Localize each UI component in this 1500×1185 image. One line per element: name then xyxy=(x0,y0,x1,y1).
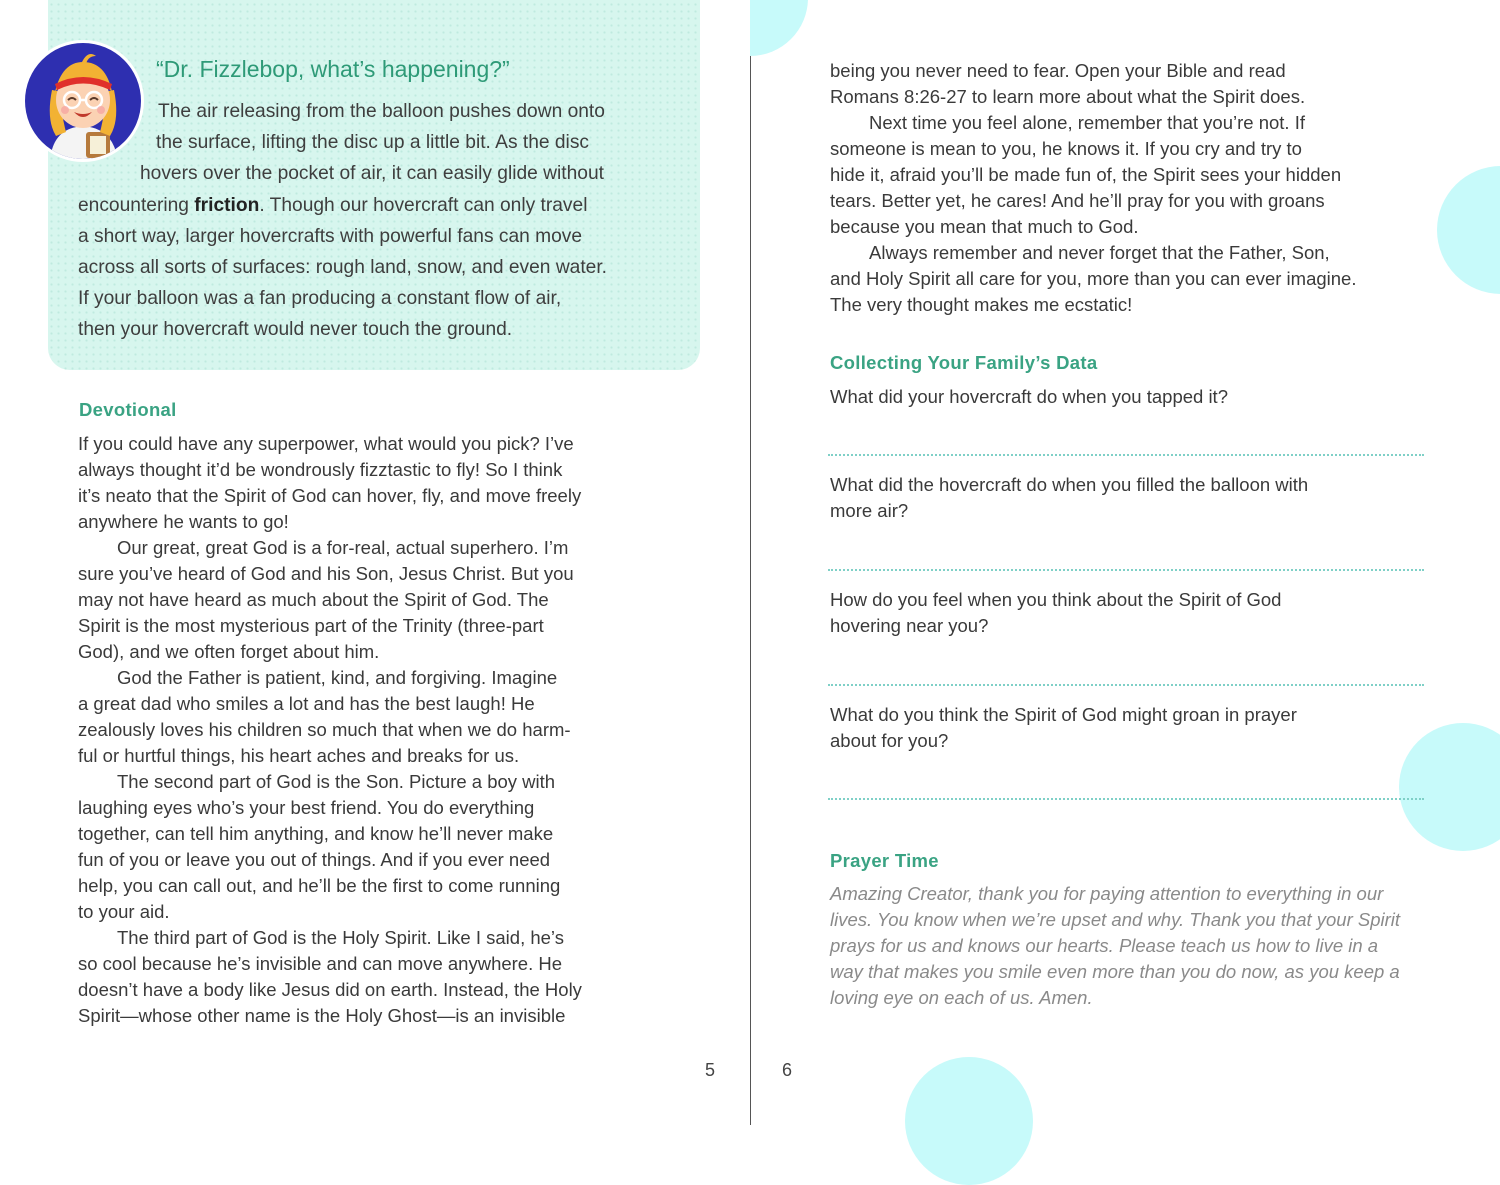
callout-line: the surface, lifting the disc up a little bit. As the disc xyxy=(156,132,590,154)
prayer-text xyxy=(830,881,1400,1011)
callout-text: . Though our hovercraft can only travel xyxy=(259,194,588,216)
callout-line xyxy=(78,190,678,221)
devotional-line: hide it, afraid you’ll be made fun of, the Spirit sees your hidden xyxy=(830,164,1342,185)
devotional-line: it’s neato that the Spirit of God can hover, fly, and move freely xyxy=(78,485,582,506)
devotional-line: anywhere he wants to go! xyxy=(78,511,289,532)
devotional-line: tears. Better yet, he cares! And he’ll pray for you with groans xyxy=(830,190,1325,211)
data-section-heading: Collecting Your Family’s Data xyxy=(830,352,1098,373)
callout-body xyxy=(78,96,678,346)
page-number: 6 xyxy=(782,1060,793,1080)
devotional-line: someone is mean to you, he knows it. If you cry and try to xyxy=(830,138,1302,159)
devotional-line: may not have heard as much about the Spirit of God. The xyxy=(78,589,549,610)
devotional-line: help, you can call out, and he’ll be the first to come running xyxy=(78,875,561,896)
devotional-line: Romans 8:26-27 to learn more about what the Spirit does. xyxy=(830,86,1306,107)
question-line: hovering near you? xyxy=(830,615,989,636)
left-page xyxy=(0,0,750,1125)
callout-line: then your hovercraft would never touch the ground. xyxy=(78,319,513,341)
callout-title: “Dr. Fizzlebop, what’s happening?” xyxy=(156,56,510,82)
devotional-line: Spirit is the most mysterious part of the Trinity (three-part xyxy=(78,615,544,636)
devotional-line: Next time you feel alone, remember that you’re not. If xyxy=(869,112,1305,133)
devotional-line: and Holy Spirit all care for you, more than you can ever imagine. xyxy=(830,268,1357,289)
devotional-line: because you mean that much to God. xyxy=(830,216,1139,237)
devotional-line: fun of you or leave you out of things. And if you ever need xyxy=(78,849,551,870)
prayer-line: Amazing Creator, thank you for paying attention to everything in our xyxy=(830,883,1384,904)
devotional-body xyxy=(78,431,582,1029)
question-line: about for you? xyxy=(830,730,949,751)
callout-line: If your balloon was a fan producing a constant flow of air, xyxy=(78,288,562,310)
devotional-line: The second part of God is the Son. Picture a boy with xyxy=(117,771,556,792)
decor-circle xyxy=(905,1057,1033,1185)
question-line: How do you feel when you think about the Spirit of God xyxy=(830,589,1282,610)
prayer-line: loving eye on each of us. Amen. xyxy=(830,987,1093,1008)
prayer-line: prays for us and knows our hearts. Please teach us how to live in a xyxy=(830,935,1379,956)
devotional-line: always thought it’d be wondrously fizztastic to fly! So I think xyxy=(78,459,563,480)
answer-line-2[interactable] xyxy=(828,569,1424,571)
question-1 xyxy=(830,384,1228,410)
devotional-line: Spirit—whose other name is the Holy Ghost—is an invisible xyxy=(78,1005,566,1026)
decor-circle xyxy=(1437,166,1500,294)
devotional-line: zealously loves his children so much that when we do harm- xyxy=(78,719,571,740)
question-line: What did your hovercraft do when you tapped it? xyxy=(830,386,1228,407)
callout-line: hovers over the pocket of air, it can easily glide without xyxy=(140,163,604,185)
devotional-line: to your aid. xyxy=(78,901,170,922)
question-3 xyxy=(830,587,1281,639)
devotional-heading: Devotional xyxy=(79,399,177,420)
question-line: What did the hovercraft do when you filled the balloon with xyxy=(830,474,1309,495)
answer-line-3[interactable] xyxy=(828,684,1424,686)
devotional-line: Always remember and never forget that the Father, Son, xyxy=(869,242,1330,263)
devotional-line: so cool because he’s invisible and can move anywhere. He xyxy=(78,953,563,974)
callout-line: The air releasing from the balloon pushes down onto xyxy=(158,101,605,122)
devotional-continued xyxy=(830,58,1356,318)
devotional-line: ful or hurtful things, his heart aches and breaks for us. xyxy=(78,745,520,766)
callout-text: encountering xyxy=(78,194,195,216)
question-line: What do you think the Spirit of God might groan in prayer xyxy=(830,704,1297,725)
prayer-line: way that makes you smile even more than you do now, as you keep a xyxy=(830,961,1400,982)
callout-line: a short way, larger hovercrafts with powerful fans can move xyxy=(78,225,583,247)
devotional-line: together, can tell him anything, and know he’ll never make xyxy=(78,823,554,844)
devotional-line: If you could have any superpower, what would you pick? I’ve xyxy=(78,433,574,454)
devotional-line: being you never need to fear. Open your Bible and read xyxy=(830,60,1286,81)
devotional-line: sure you’ve heard of God and his Son, Jesus Christ. But you xyxy=(78,563,574,584)
question-2 xyxy=(830,472,1308,524)
answer-line-4[interactable] xyxy=(828,798,1424,800)
devotional-line: Our great, great God is a for-real, actual superhero. I’m xyxy=(117,537,569,558)
right-page xyxy=(751,0,1500,1125)
devotional-line: The third part of God is the Holy Spirit. Like I said, he’s xyxy=(117,927,564,948)
devotional-line: The very thought makes me ecstatic! xyxy=(830,294,1133,315)
devotional-line: God), and we often forget about him. xyxy=(78,641,380,662)
callout-line: across all sorts of surfaces: rough land, snow, and even water. xyxy=(78,257,608,279)
prayer-line: lives. You know when we’re upset and why. Thank you that your Spirit xyxy=(830,909,1401,930)
page-number: 5 xyxy=(705,1060,716,1080)
decor-circle xyxy=(1399,723,1500,851)
devotional-line: laughing eyes who’s your best friend. You do everything xyxy=(78,797,535,818)
question-line: more air? xyxy=(830,500,909,521)
answer-line-1[interactable] xyxy=(828,454,1424,456)
prayer-heading: Prayer Time xyxy=(830,850,939,871)
devotional-line: doesn’t have a body like Jesus did on earth. Instead, the Holy xyxy=(78,979,582,1000)
devotional-line: a great dad who smiles a lot and has the best laugh! He xyxy=(78,693,535,714)
devotional-line: God the Father is patient, kind, and forgiving. Imagine xyxy=(117,667,558,688)
question-4 xyxy=(830,702,1297,754)
friction-term: friction xyxy=(194,194,260,216)
decor-circle xyxy=(750,0,808,56)
